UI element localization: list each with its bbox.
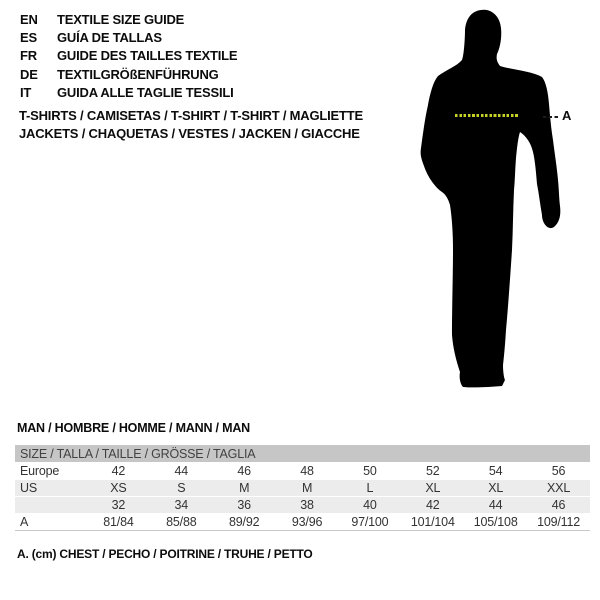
table-row-chest-a xyxy=(15,513,590,530)
product-line-jackets: JACKETS / CHAQUETAS / VESTES / JACKEN / GIACCHE xyxy=(19,126,360,141)
product-line-tshirts: T-SHIRTS / CAMISETAS / T-SHIRT / T-SHIRT / MAGLIETTE xyxy=(19,108,363,123)
size-cell: 48 xyxy=(276,462,339,479)
size-cell: 34 xyxy=(150,496,213,513)
language-code: DE xyxy=(20,66,38,82)
language-code: ES xyxy=(20,30,37,46)
product-types xyxy=(19,107,363,143)
size-cell: 54 xyxy=(464,462,527,479)
language-row xyxy=(20,66,237,84)
size-cell: M xyxy=(276,479,339,496)
row-label: A xyxy=(15,513,87,530)
size-cell: 105/108 xyxy=(464,513,527,530)
size-cell: 56 xyxy=(527,462,590,479)
size-cell: 38 xyxy=(276,496,339,513)
size-cell: XS xyxy=(87,479,150,496)
table-row-us xyxy=(15,479,590,496)
size-cell: 40 xyxy=(339,496,402,513)
table-row-europe xyxy=(15,462,590,479)
language-code: FR xyxy=(20,48,37,64)
size-cell: XXL xyxy=(527,479,590,496)
size-cell: XL xyxy=(464,479,527,496)
size-cell: 42 xyxy=(87,462,150,479)
language-label: GUIDE DES TAILLES TEXTILE xyxy=(57,48,238,64)
language-row xyxy=(20,11,237,29)
size-cell: 52 xyxy=(401,462,464,479)
size-cell: L xyxy=(339,479,402,496)
language-label: GUÍA DE TALLAS xyxy=(57,30,162,46)
size-cell: 109/112 xyxy=(527,513,590,530)
language-code: EN xyxy=(20,12,38,27)
table-header: SIZE / TALLA / TAILLE / GRÖSSE / TAGLIA xyxy=(15,445,590,462)
measurement-a-label: A xyxy=(562,108,572,123)
size-cell: 101/104 xyxy=(401,513,464,530)
size-table xyxy=(15,445,590,531)
size-cell: 81/84 xyxy=(87,513,150,530)
row-label: Europe xyxy=(15,462,87,479)
measurement-footnote: A. (cm) CHEST / PECHO / POITRINE / TRUHE / PETTO xyxy=(17,547,313,561)
language-label: TEXTILE SIZE GUIDE xyxy=(57,12,185,27)
table-header-row xyxy=(15,445,590,462)
language-label: GUIDA ALLE TAGLIE TESSILI xyxy=(57,84,234,100)
language-row xyxy=(20,47,237,65)
row-label xyxy=(15,496,87,513)
size-cell: 36 xyxy=(213,496,276,513)
section-title-man: MAN / HOMBRE / HOMME / MANN / MAN xyxy=(17,421,250,435)
man-silhouette-figure xyxy=(415,8,565,393)
size-cell: 32 xyxy=(87,496,150,513)
size-cell: 85/88 xyxy=(150,513,213,530)
size-cell: 46 xyxy=(213,462,276,479)
language-code: IT xyxy=(20,84,32,100)
size-cell: 46 xyxy=(527,496,590,513)
chest-measure-dashed-line xyxy=(455,114,518,117)
table-row-numeric xyxy=(15,496,590,513)
size-cell: 97/100 xyxy=(339,513,402,530)
row-label: US xyxy=(15,479,87,496)
size-cell: 44 xyxy=(464,496,527,513)
language-row xyxy=(20,29,237,47)
man-silhouette xyxy=(415,8,565,393)
size-cell: S xyxy=(150,479,213,496)
language-row xyxy=(20,84,237,102)
size-cell: 93/96 xyxy=(276,513,339,530)
size-cell: 89/92 xyxy=(213,513,276,530)
chest-measure-leader-line xyxy=(543,116,559,118)
size-cell: M xyxy=(213,479,276,496)
size-cell: XL xyxy=(401,479,464,496)
language-label: TEXTILGRÖßENFÜHRUNG xyxy=(57,66,219,82)
size-cell: 42 xyxy=(401,496,464,513)
size-cell: 50 xyxy=(339,462,402,479)
language-list xyxy=(20,11,237,102)
size-cell: 44 xyxy=(150,462,213,479)
